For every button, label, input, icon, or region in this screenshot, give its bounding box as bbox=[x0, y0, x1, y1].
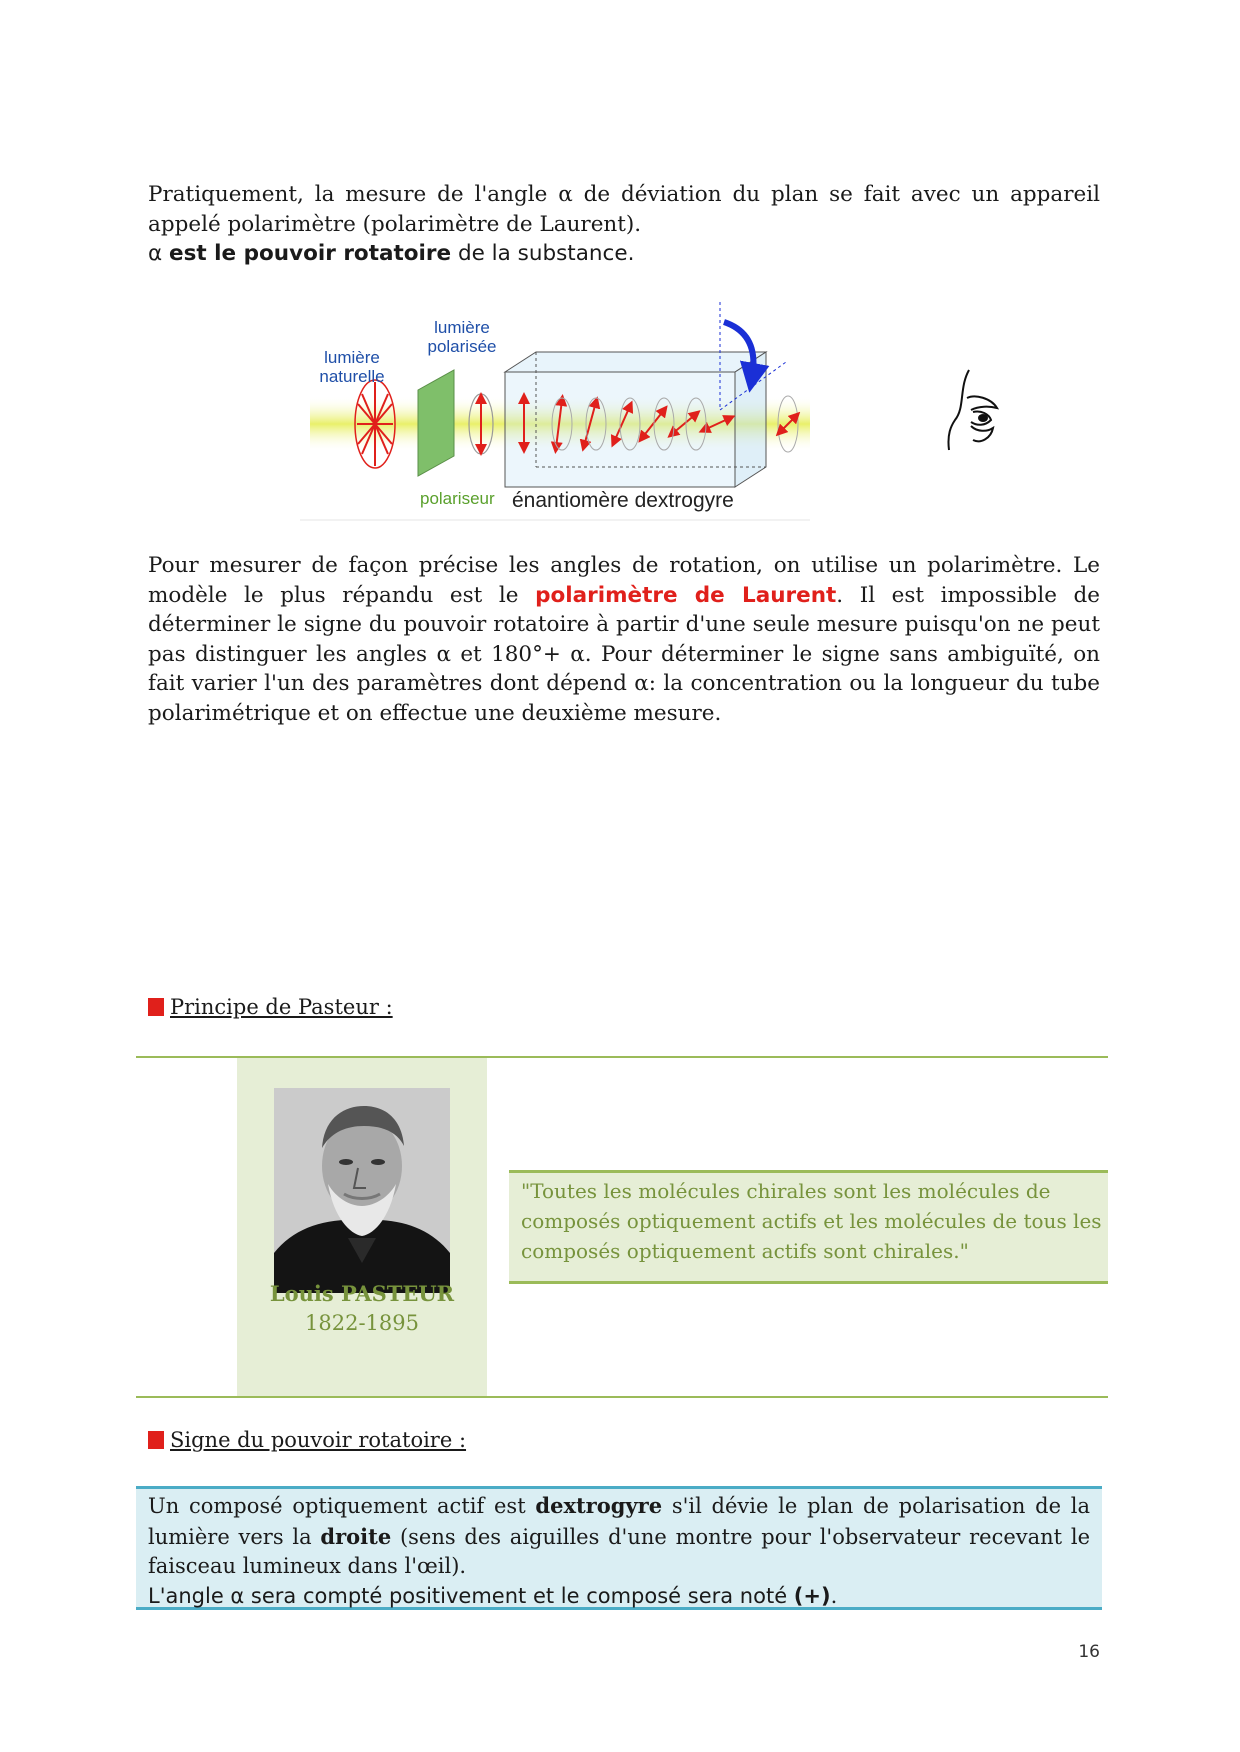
pasteur-heading bbox=[148, 995, 393, 1019]
polarizer-plate bbox=[418, 370, 454, 476]
observer-eye-icon bbox=[945, 368, 1005, 454]
label-polarized-2: polarisée bbox=[427, 337, 497, 356]
alpha-symbol: α bbox=[148, 241, 163, 266]
label-natural-1: lumière bbox=[324, 348, 380, 367]
natural-light-icon bbox=[355, 380, 395, 468]
definition-fragment: L'angle α sera compté positivement et le composé sera noté bbox=[148, 1583, 794, 1608]
dextrogyre-term: dextrogyre bbox=[535, 1493, 663, 1518]
polarimeter-diagram bbox=[300, 300, 820, 522]
pasteur-quote: "Toutes les molécules chirales sont les molécules de composés optiquement actifs et les molécules de tous les composés optiquement actifs sont chirales." bbox=[521, 1179, 1102, 1263]
measurement-paragraph bbox=[148, 551, 1100, 728]
label-natural-2: naturelle bbox=[319, 367, 385, 386]
definition-text bbox=[148, 1491, 1090, 1611]
intro-paragraph bbox=[148, 180, 1100, 269]
pasteur-heading-text: Principe de Pasteur : bbox=[170, 995, 393, 1019]
red-square-bullet-icon bbox=[148, 1431, 164, 1449]
laurent-highlight: polarimètre de Laurent bbox=[535, 582, 837, 608]
rotatory-power-term: est le pouvoir rotatoire bbox=[169, 241, 452, 266]
sign-heading bbox=[148, 1428, 466, 1452]
plus-notation: (+) bbox=[793, 1583, 831, 1608]
definition-fragment: Un composé optiquement actif est bbox=[148, 1494, 536, 1518]
measurement-text-2: . Il est impossible de déterminer le signe du pouvoir rotatoire à partir d'une seule mesure puisqu'on ne peut pas distinguer les angles α et 180°+ α. Pour déterminer le signe sans ambiguïté, on fait varier l'un des paramètres dont dépend α: la concentration ou la longueur du tube polarimétrique et on effectue une deuxième mesure. bbox=[148, 582, 1100, 726]
pasteur-quote-box bbox=[509, 1170, 1108, 1284]
definition-fragment: (sens des aiguilles d'une montre pour l'observateur recevant le faisceau lumineux dans l'œil). bbox=[148, 1524, 1091, 1578]
sign-heading-text: Signe du pouvoir rotatoire : bbox=[170, 1428, 467, 1452]
pasteur-name: Louis PASTEUR bbox=[269, 1281, 455, 1306]
pasteur-portrait bbox=[274, 1088, 450, 1293]
label-polarized-1: lumière bbox=[434, 318, 490, 337]
intro-line: Pratiquement, la mesure de l'angle α de déviation du plan se fait avec un appareil appelé polarimètre (polarimètre de Laurent). bbox=[148, 182, 1100, 237]
measurement-text-1: Pour mesurer de façon précise les angles de rotation, on utilise un polarimètre. Le modèle le plus répandu est le bbox=[148, 553, 1100, 608]
droite-term: droite bbox=[320, 1523, 392, 1549]
label-enantiomer: énantiomère dextrogyre bbox=[512, 489, 734, 512]
page-number: 16 bbox=[1078, 1642, 1100, 1662]
definition-fragment: s'il dévie le plan de polarisation de la lumière vers la bbox=[148, 1494, 1090, 1549]
definition-box bbox=[136, 1486, 1102, 1610]
intro-rest: de la substance. bbox=[457, 241, 635, 266]
definition-fragment: . bbox=[830, 1583, 838, 1608]
divider bbox=[136, 1396, 1108, 1398]
label-polarizer: polariseur bbox=[420, 489, 495, 508]
red-square-bullet-icon bbox=[148, 998, 164, 1016]
pasteur-years: 1822-1895 bbox=[305, 1311, 419, 1335]
